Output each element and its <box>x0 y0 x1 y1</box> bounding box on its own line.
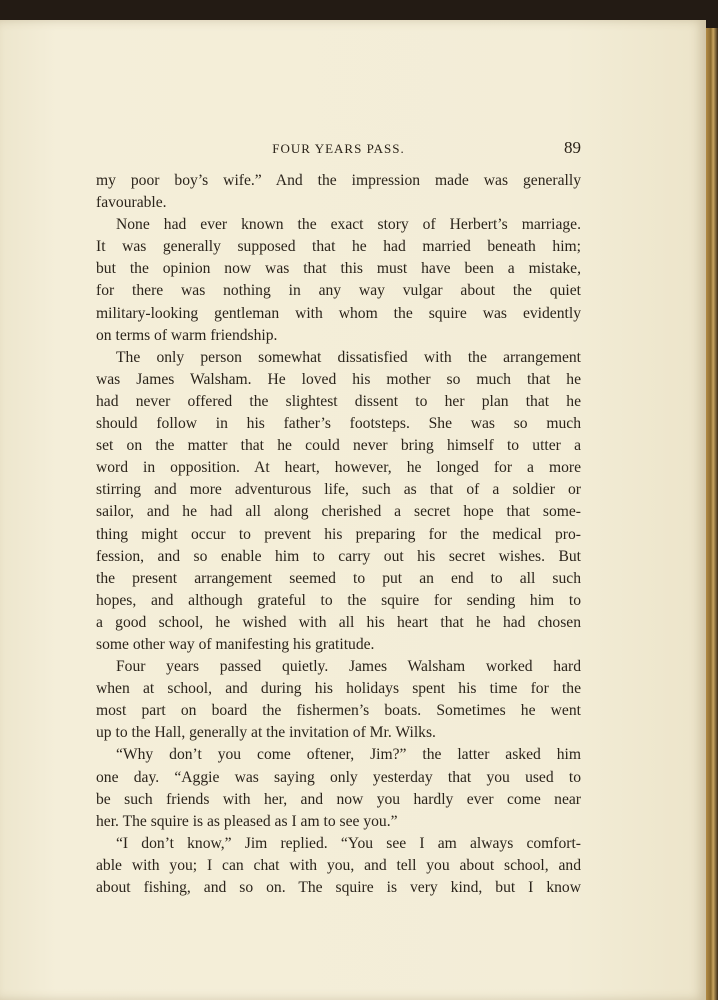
text-line: military-looking gentleman with whom the squire was evidently <box>96 304 581 322</box>
text-line: stirring and more adventurous life, such as that of a soldier or <box>96 481 581 499</box>
text-line: “I don’t know,” Jim replied. “You see I am always comfort- <box>116 834 581 852</box>
text-line: set on the matter that he could never bring himself to utter a <box>96 437 581 455</box>
book-page <box>0 20 706 1000</box>
text-line: the present arrangement seemed to put an end to all such <box>96 569 581 587</box>
text-line: for there was nothing in any way vulgar about the quiet <box>96 282 581 300</box>
text-line: up to the Hall, generally at the invitation of Mr. Wilks. <box>96 724 436 742</box>
text-line: The only person somewhat dissatisfied with the arrangement <box>116 348 581 366</box>
text-line: “Why don’t you come oftener, Jim?” the latter asked him <box>116 746 581 764</box>
text-line: most part on board the fishermen’s boats. Sometimes he went <box>96 702 581 720</box>
text-line: on terms of warm friendship. <box>96 326 278 344</box>
text-line: when at school, and during his holidays spent his time for the <box>96 680 581 698</box>
running-head: FOUR YEARS PASS. <box>272 141 405 156</box>
text-line: had never offered the slightest dissent to her plan that he <box>96 392 581 410</box>
text-line: sailor, and he had all along cherished a secret hope that some- <box>96 503 581 521</box>
page-header <box>96 138 581 160</box>
text-line: fession, and so enable him to carry out his secret wishes. But <box>96 547 581 565</box>
text-line: It was generally supposed that he had married beneath him; <box>96 238 581 256</box>
text-line: hopes, and although grateful to the squire for sending him to <box>96 591 581 609</box>
text-line: but the opinion now was that this must have been a mistake, <box>96 260 581 278</box>
text-line: should follow in his father’s footsteps. She was so much <box>96 415 581 433</box>
text-line: favourable. <box>96 194 167 212</box>
text-line: be such friends with her, and now you hardly ever come near <box>96 790 581 808</box>
text-line: able with you; I can chat with you, and tell you about school, and <box>96 856 581 874</box>
text-line: was James Walsham. He loved his mother so much that he <box>96 370 581 388</box>
text-line: a good school, he wished with all his heart that he had chosen <box>96 613 581 631</box>
text-line: her. The squire is as pleased as I am to see you.” <box>96 812 398 830</box>
text-line: None had ever known the exact story of Herbert’s marriage. <box>116 216 581 234</box>
body-text <box>96 170 581 899</box>
text-line: some other way of manifesting his gratitude. <box>96 635 375 653</box>
text-line: Four years passed quietly. James Walsham worked hard <box>116 658 581 676</box>
text-line: my poor boy’s wife.” And the impression made was generally <box>96 172 581 189</box>
book-page-edge <box>706 28 718 1000</box>
text-line: word in opposition. At heart, however, he longed for a more <box>96 459 581 477</box>
page-number: 89 <box>564 138 581 157</box>
text-line: about fishing, and so on. The squire is very kind, but I know <box>96 879 581 896</box>
text-line: one day. “Aggie was saying only yesterday that you used to <box>96 768 581 786</box>
text-line: thing might occur to prevent his preparing for the medical pro- <box>96 525 581 543</box>
